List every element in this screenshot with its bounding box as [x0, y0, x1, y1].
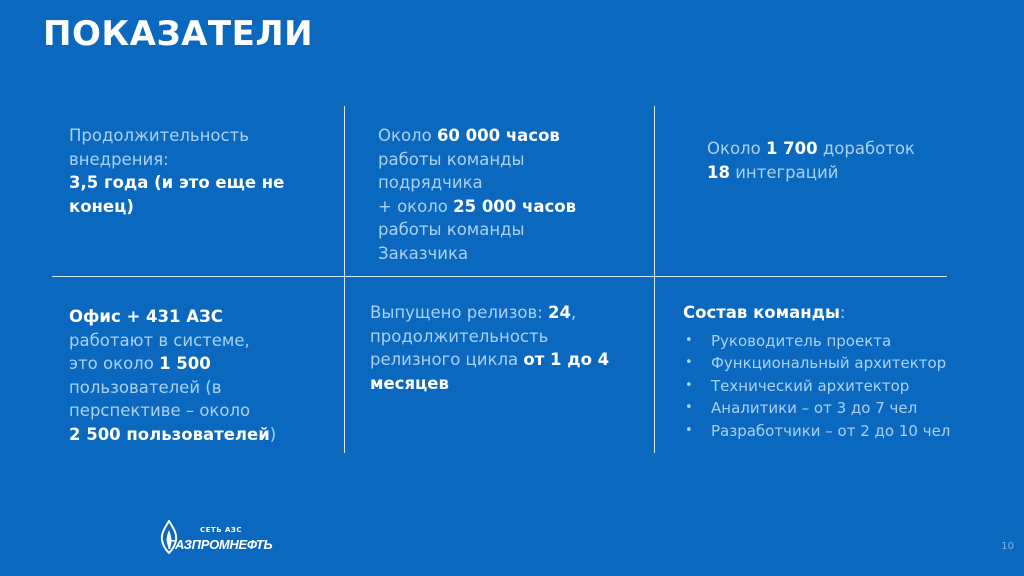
bold-text: от 1 до 4 — [523, 350, 610, 369]
team-heading — [683, 301, 1003, 325]
bold-text: 1 500 — [159, 354, 211, 373]
text-span: доработок — [817, 139, 915, 158]
gazpromneft-logo — [158, 520, 278, 558]
text-line: работы команды — [378, 149, 525, 169]
text-line: подрядчика — [378, 173, 483, 192]
page-number: 10 — [1001, 541, 1014, 552]
text-line: работают в системе, — [69, 330, 250, 350]
text-span: интеграций — [729, 162, 839, 182]
list-item-label: Руководитель проекта — [711, 331, 892, 350]
vertical-divider-left — [344, 106, 345, 453]
text-line: пользователей (в — [69, 377, 222, 397]
team-heading-label: Состав команды — [683, 303, 840, 322]
metric-hours — [378, 124, 648, 265]
list-item — [683, 352, 1003, 375]
bullet-icon: • — [685, 422, 693, 438]
horizontal-divider — [52, 276, 947, 277]
bold-text: 60 000 часов — [436, 126, 560, 145]
metric-team — [683, 301, 1003, 442]
slide-title: ПОКАЗАТЕЛИ — [43, 14, 314, 54]
bullet-icon: • — [685, 355, 693, 370]
text-span: Около — [378, 126, 437, 145]
logo-subtitle: СЕТЬ АЗС — [200, 526, 242, 534]
bold-text: месяцев — [370, 373, 449, 393]
metric-changes — [707, 137, 967, 184]
bullet-icon: • — [685, 400, 693, 415]
text-span: + около — [378, 196, 454, 216]
text-line: внедрения: — [69, 149, 169, 169]
bold-text: 25 000 часов — [453, 196, 577, 216]
text-span: это около — [69, 354, 160, 373]
bold-text: 24 — [548, 303, 571, 322]
list-item-label: Функциональный архитектор — [711, 354, 947, 372]
text-span: ) — [269, 424, 277, 444]
bold-text: 3,5 года (и это еще не — [69, 173, 285, 192]
list-item — [683, 420, 1003, 443]
bold-text: Офис + 431 АЗС — [69, 307, 223, 326]
list-item — [683, 397, 1003, 420]
text-line: Заказчика — [378, 243, 469, 263]
list-item-label: Технический архитектор — [711, 376, 910, 395]
list-item — [683, 375, 1003, 398]
text-line: Продолжительность — [69, 126, 249, 145]
bold-text: 1 700 — [765, 139, 818, 158]
list-item — [683, 330, 1003, 353]
text-span: релизного цикла — [370, 350, 524, 369]
metric-users — [69, 305, 339, 446]
list-item-label: Разработчики – от 2 до 10 чел — [711, 421, 951, 440]
bullet-icon: • — [685, 332, 693, 348]
text-span: , — [570, 303, 577, 322]
team-list — [683, 330, 1003, 443]
text-span: Выпущено релизов: — [370, 303, 549, 322]
list-item-label: Аналитики – от 3 до 7 чел — [711, 399, 918, 417]
text-line: перспективе – около — [69, 401, 251, 420]
vertical-divider-right — [654, 106, 655, 453]
text-line: продолжительность — [370, 326, 549, 346]
bold-text: 2 500 пользователей — [69, 424, 270, 444]
bullet-icon: • — [685, 377, 693, 393]
bold-text: конец) — [69, 196, 134, 216]
text-line: работы команды — [378, 220, 525, 239]
text-span: : — [839, 303, 846, 322]
metric-duration — [69, 124, 339, 218]
text-span: Около — [707, 139, 766, 158]
bold-text: 18 — [707, 162, 730, 182]
metric-releases — [370, 301, 650, 395]
logo-brand-name: ГАЗПРОМНЕФТЬ — [168, 537, 273, 552]
